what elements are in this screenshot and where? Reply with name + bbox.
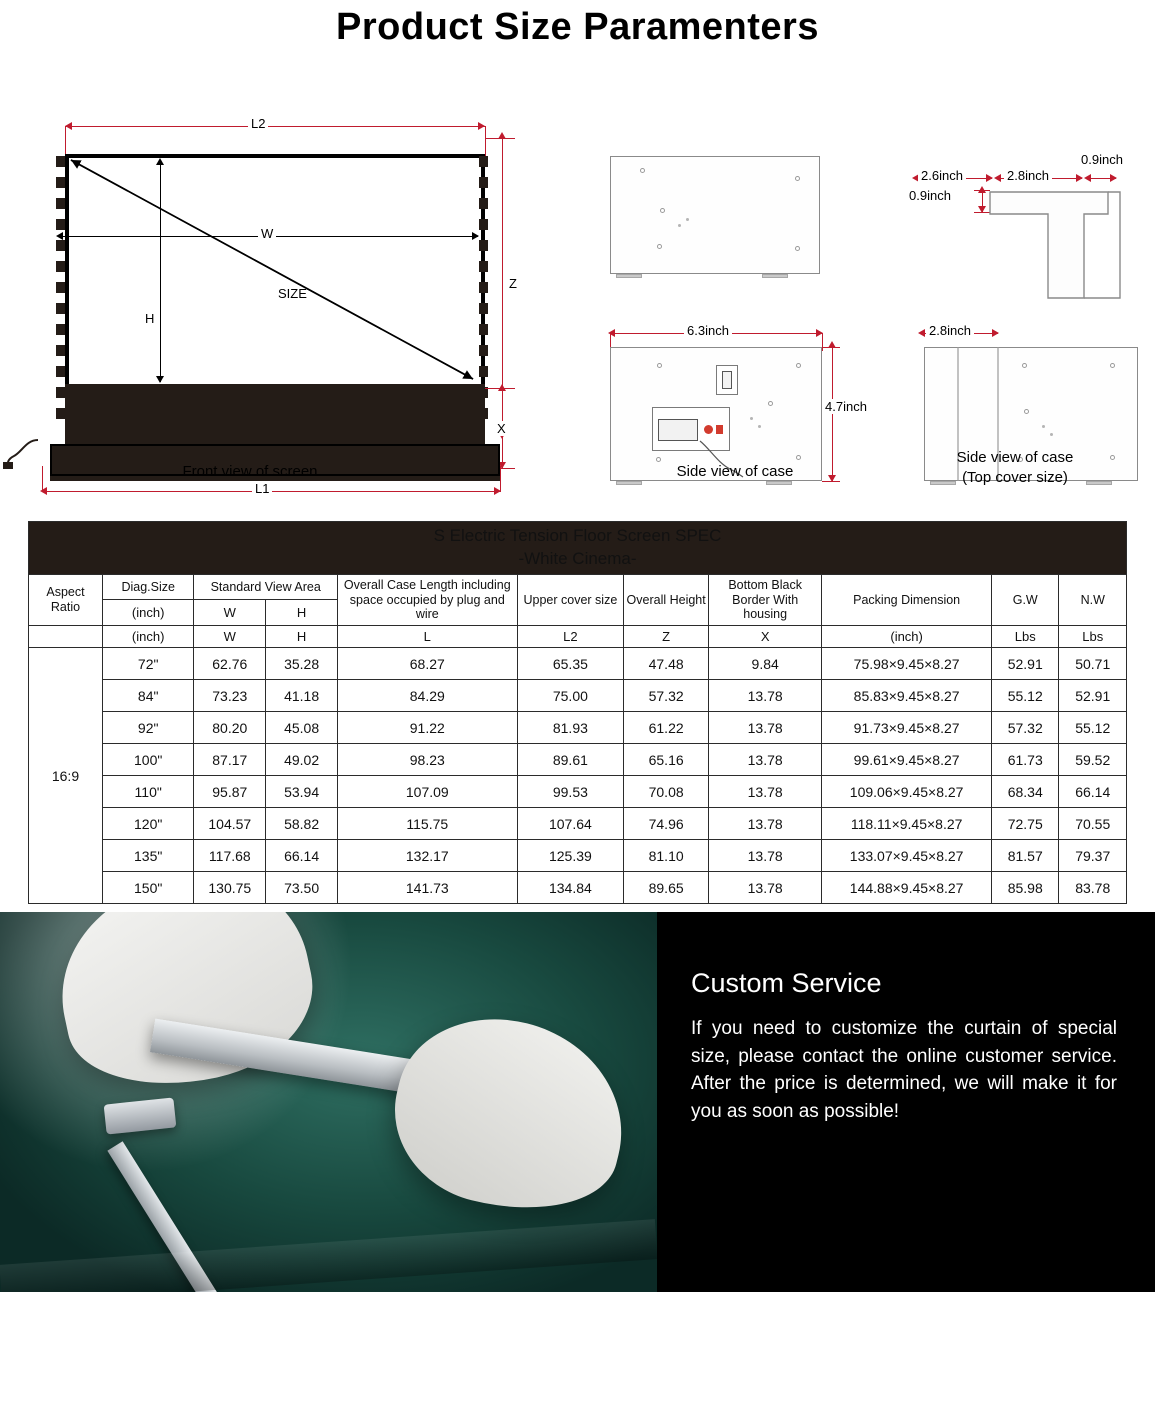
- cell-l: 107.09: [338, 776, 518, 808]
- dim-ext-l1-left: [42, 466, 43, 492]
- cell-gw: 52.91: [992, 648, 1059, 680]
- cell-diag: 120": [102, 808, 193, 840]
- unit-diag-size: (inch): [102, 600, 193, 626]
- dim-arrow-09a-left: [1084, 174, 1091, 182]
- cell-nw: 83.78: [1059, 872, 1127, 904]
- cell-gw: 72.75: [992, 808, 1059, 840]
- unit-w: W: [194, 600, 266, 626]
- cell-z: 47.48: [624, 648, 709, 680]
- cell-nw: 55.12: [1059, 712, 1127, 744]
- cell-packing: 144.88×9.45×8.27: [822, 872, 992, 904]
- marker-dot: [1050, 433, 1053, 436]
- cell-h: 58.82: [266, 808, 338, 840]
- page-title: Product Size Paramenters: [336, 6, 819, 48]
- header-aspect-ratio: Aspect Ratio: [29, 574, 103, 625]
- cell-nw: 50.71: [1059, 648, 1127, 680]
- cell-packing: 133.07×9.45×8.27: [822, 840, 992, 872]
- dim-label-x: X: [494, 421, 509, 436]
- cell-l: 84.29: [338, 680, 518, 712]
- table-row: [29, 712, 1127, 744]
- cell-h: 49.02: [266, 744, 338, 776]
- case-foot: [766, 481, 792, 485]
- cell-x: 13.78: [709, 680, 822, 712]
- cell-gw: 57.32: [992, 712, 1059, 744]
- cell-l: 98.23: [338, 744, 518, 776]
- cell-x: 9.84: [709, 648, 822, 680]
- cell-z: 81.10: [624, 840, 709, 872]
- dim-line-47: [832, 347, 833, 481]
- cell-h: 66.14: [266, 840, 338, 872]
- spec-table-wrap: [0, 521, 1155, 904]
- dim-label-47: 4.7inch: [822, 399, 870, 414]
- unit-label-inch: (inch): [102, 626, 193, 648]
- cell-gw: 81.57: [992, 840, 1059, 872]
- dim-arrow-h-top: [156, 158, 164, 165]
- cell-l2: 107.64: [517, 808, 624, 840]
- cell-diag: 92": [102, 712, 193, 744]
- screw-hole: [656, 457, 661, 462]
- dim-label-h: H: [142, 311, 157, 326]
- cell-packing: 109.06×9.45×8.27: [822, 776, 992, 808]
- dim-label-09a: 0.9inch: [1078, 152, 1126, 167]
- dim-line-h: [160, 164, 161, 382]
- cell-packing: 91.73×9.45×8.27: [822, 712, 992, 744]
- cell-gw: 61.73: [992, 744, 1059, 776]
- power-indicator-2: [716, 425, 723, 434]
- table-row: [29, 776, 1127, 808]
- case-outline: [610, 156, 820, 274]
- cell-diag: 135": [102, 840, 193, 872]
- cell-z: 74.96: [624, 808, 709, 840]
- power-cable-icon: [2, 426, 62, 486]
- dim-label-l2: L2: [248, 116, 268, 131]
- dim-arrow-28a-right: [1076, 174, 1083, 182]
- case-foot: [762, 274, 788, 278]
- unit-label-l2: L2: [517, 626, 624, 648]
- cell-l2: 65.35: [517, 648, 624, 680]
- front-view-diagram: [20, 116, 520, 496]
- cell-l: 141.73: [338, 872, 518, 904]
- cell-l2: 75.00: [517, 680, 624, 712]
- section-divider: [0, 904, 1155, 912]
- dim-label-z: Z: [506, 276, 520, 291]
- dim-arrow-26-right: [986, 174, 993, 182]
- dim-ext-47-top: [822, 347, 840, 348]
- power-indicator: [704, 425, 713, 434]
- cell-x: 13.78: [709, 776, 822, 808]
- dim-line-l2: [65, 126, 485, 127]
- dim-arrow-w-right: [472, 232, 479, 240]
- caption-top-cover-line2: (Top cover size): [962, 469, 1068, 486]
- caption-side-view: Side view of case: [676, 463, 794, 480]
- cell-diag: 150": [102, 872, 193, 904]
- spec-table-title: [29, 522, 1127, 575]
- side-view-case-upper: [600, 146, 880, 306]
- header-upper-cover-size: Upper cover size: [517, 574, 624, 625]
- cell-l2: 99.53: [517, 776, 624, 808]
- spec-title-line1: S Electric Tension Floor Screen SPEC: [433, 526, 722, 545]
- cell-l2: 89.61: [517, 744, 624, 776]
- caliper-tool: [105, 1087, 375, 1207]
- screw-hole: [1022, 363, 1027, 368]
- dim-label-09b: 0.9inch: [906, 188, 954, 203]
- cell-packing: 118.11×9.45×8.27: [822, 808, 992, 840]
- case-foot: [616, 274, 642, 278]
- cell-packing: 75.98×9.45×8.27: [822, 648, 992, 680]
- cell-z: 70.08: [624, 776, 709, 808]
- top-cover-profile: [988, 190, 1138, 300]
- custom-service-body: If you need to customize the curtain of special size, please contact the online customer service. After the price is determined, we will make it for you as soon as possible!: [691, 1018, 1117, 1122]
- unit-label-packing: (inch): [822, 626, 992, 648]
- cell-diag: 72": [102, 648, 193, 680]
- unit-label-h: H: [266, 626, 338, 648]
- cell-w: 80.20: [194, 712, 266, 744]
- header-diag-size: Diag.Size: [102, 574, 193, 599]
- cell-l: 68.27: [338, 648, 518, 680]
- cell-w: 117.68: [194, 840, 266, 872]
- case-foot: [616, 481, 642, 485]
- cell-z: 65.16: [624, 744, 709, 776]
- table-row: [29, 744, 1127, 776]
- dim-arrow-28b-left: [918, 329, 925, 337]
- cell-w: 104.57: [194, 808, 266, 840]
- screw-hole: [657, 363, 662, 368]
- screw-hole: [795, 246, 800, 251]
- marker-dot: [686, 218, 689, 221]
- caliper-jaw: [104, 1098, 177, 1135]
- dim-arrow-28b-right: [992, 329, 999, 337]
- cell-x: 13.78: [709, 872, 822, 904]
- cell-w: 87.17: [194, 744, 266, 776]
- cell-l: 115.75: [338, 808, 518, 840]
- spec-title-line2: -White Cinema-: [518, 548, 637, 568]
- custom-service-panel: [657, 912, 1155, 1292]
- cell-l2: 125.39: [517, 840, 624, 872]
- cell-diag: 110": [102, 776, 193, 808]
- screw-hole: [657, 244, 662, 249]
- unit-label-nw: Lbs: [1059, 626, 1127, 648]
- cell-l: 91.22: [338, 712, 518, 744]
- dim-label-size: SIZE: [278, 286, 307, 301]
- screw-hole: [660, 208, 665, 213]
- rocker-switch: [658, 419, 698, 441]
- table-row: [29, 840, 1127, 872]
- table-row: [29, 808, 1127, 840]
- unit-label-w: W: [194, 626, 266, 648]
- cell-gw: 85.98: [992, 872, 1059, 904]
- dim-label-l1: L1: [252, 481, 272, 496]
- cell-h: 41.18: [266, 680, 338, 712]
- custom-service-heading: Custom Service: [691, 968, 882, 999]
- dim-ext-63-right: [822, 333, 823, 351]
- cell-z: 89.65: [624, 872, 709, 904]
- header-overall-height: Overall Height: [624, 574, 709, 625]
- marker-dot: [758, 425, 761, 428]
- dim-label-28b: 2.8inch: [926, 323, 974, 338]
- cell-nw: 79.37: [1059, 840, 1127, 872]
- unit-label-x: X: [709, 626, 822, 648]
- cell-nw: 66.14: [1059, 776, 1127, 808]
- dim-arrow-09a-right: [1110, 174, 1117, 182]
- dim-ext-l1-right: [500, 466, 501, 492]
- cell-w: 95.87: [194, 776, 266, 808]
- cell-z: 61.22: [624, 712, 709, 744]
- cell-h: 45.08: [266, 712, 338, 744]
- cell-gw: 55.12: [992, 680, 1059, 712]
- cell-nw: 70.55: [1059, 808, 1127, 840]
- dim-arrow-h-bottom: [156, 376, 164, 383]
- side-view-top-cover-upper: [900, 146, 1150, 306]
- unit-label-z: Z: [624, 626, 709, 648]
- header-bottom-black-border: Bottom Black Border With housing: [709, 574, 822, 625]
- screw-hole: [796, 455, 801, 460]
- cell-h: 73.50: [266, 872, 338, 904]
- unit-label-gw: Lbs: [992, 626, 1059, 648]
- caption-top-cover-line1: Side view of case: [956, 449, 1074, 466]
- bottom-section: [0, 912, 1155, 1292]
- screw-hole: [796, 363, 801, 368]
- screw-hole: [640, 168, 645, 173]
- table-row: [29, 872, 1127, 904]
- marker-dot: [678, 224, 681, 227]
- cell-w: 62.76: [194, 648, 266, 680]
- tension-tabs-left: [56, 156, 65, 442]
- diagram-area: [0, 51, 1155, 521]
- cell-l2: 81.93: [517, 712, 624, 744]
- cell-diag: 84": [102, 680, 193, 712]
- unit-label-l: L: [338, 626, 518, 648]
- cell-h: 35.28: [266, 648, 338, 680]
- cell-x: 13.78: [709, 840, 822, 872]
- cell-packing: 85.83×9.45×8.27: [822, 680, 992, 712]
- dim-ext-l2-left: [65, 126, 66, 156]
- cell-x: 13.78: [709, 744, 822, 776]
- cell-nw: 52.91: [1059, 680, 1127, 712]
- screw-hole: [795, 176, 800, 181]
- socket-slot: [722, 371, 732, 389]
- dim-label-28a: 2.8inch: [1004, 168, 1052, 183]
- spec-table: [28, 521, 1127, 904]
- dim-label-w: W: [258, 226, 276, 241]
- dim-ext-47-bottom: [822, 481, 840, 482]
- cell-h: 53.94: [266, 776, 338, 808]
- screw-hole: [1110, 363, 1115, 368]
- cell-l: 132.17: [338, 840, 518, 872]
- cell-w: 73.23: [194, 680, 266, 712]
- dim-label-63: 6.3inch: [684, 323, 732, 338]
- cell-aspect-ratio: 16:9: [29, 648, 103, 904]
- cell-diag: 100": [102, 744, 193, 776]
- cell-l2: 134.84: [517, 872, 624, 904]
- dim-arrow-l2-right: [478, 122, 485, 130]
- header-packing-dimension: Packing Dimension: [822, 574, 992, 625]
- dim-ext-z-top: [485, 138, 515, 139]
- cell-nw: 59.52: [1059, 744, 1127, 776]
- unit-row-blank: [29, 626, 103, 648]
- cell-w: 130.75: [194, 872, 266, 904]
- cell-z: 57.32: [624, 680, 709, 712]
- marker-dot: [1042, 425, 1045, 428]
- dim-arrow-w-left: [56, 232, 63, 240]
- dim-arrow-l2-left: [65, 122, 72, 130]
- cell-x: 13.78: [709, 808, 822, 840]
- table-row: [29, 680, 1127, 712]
- marker-dot: [750, 417, 753, 420]
- screw-hole: [768, 401, 773, 406]
- cell-x: 13.78: [709, 712, 822, 744]
- header-nw: N.W: [1059, 574, 1127, 625]
- dim-label-26: 2.6inch: [918, 168, 966, 183]
- cell-gw: 68.34: [992, 776, 1059, 808]
- caption-front-view: Front view of screen: [182, 463, 318, 480]
- header-overall-case-length: Overall Case Length including space occupied by plug and wire: [338, 574, 518, 625]
- unit-h: H: [266, 600, 338, 626]
- table-row: [29, 648, 1127, 680]
- measuring-photo: [0, 912, 657, 1292]
- header-gw: G.W: [992, 574, 1059, 625]
- dim-ext-l2-right: [485, 126, 486, 156]
- cell-packing: 99.61×9.45×8.27: [822, 744, 992, 776]
- screw-hole: [1024, 409, 1029, 414]
- dim-arrow-28a-left: [994, 174, 1001, 182]
- header-standard-view-area: Standard View Area: [194, 574, 338, 599]
- dim-ext-x-top: [485, 388, 515, 389]
